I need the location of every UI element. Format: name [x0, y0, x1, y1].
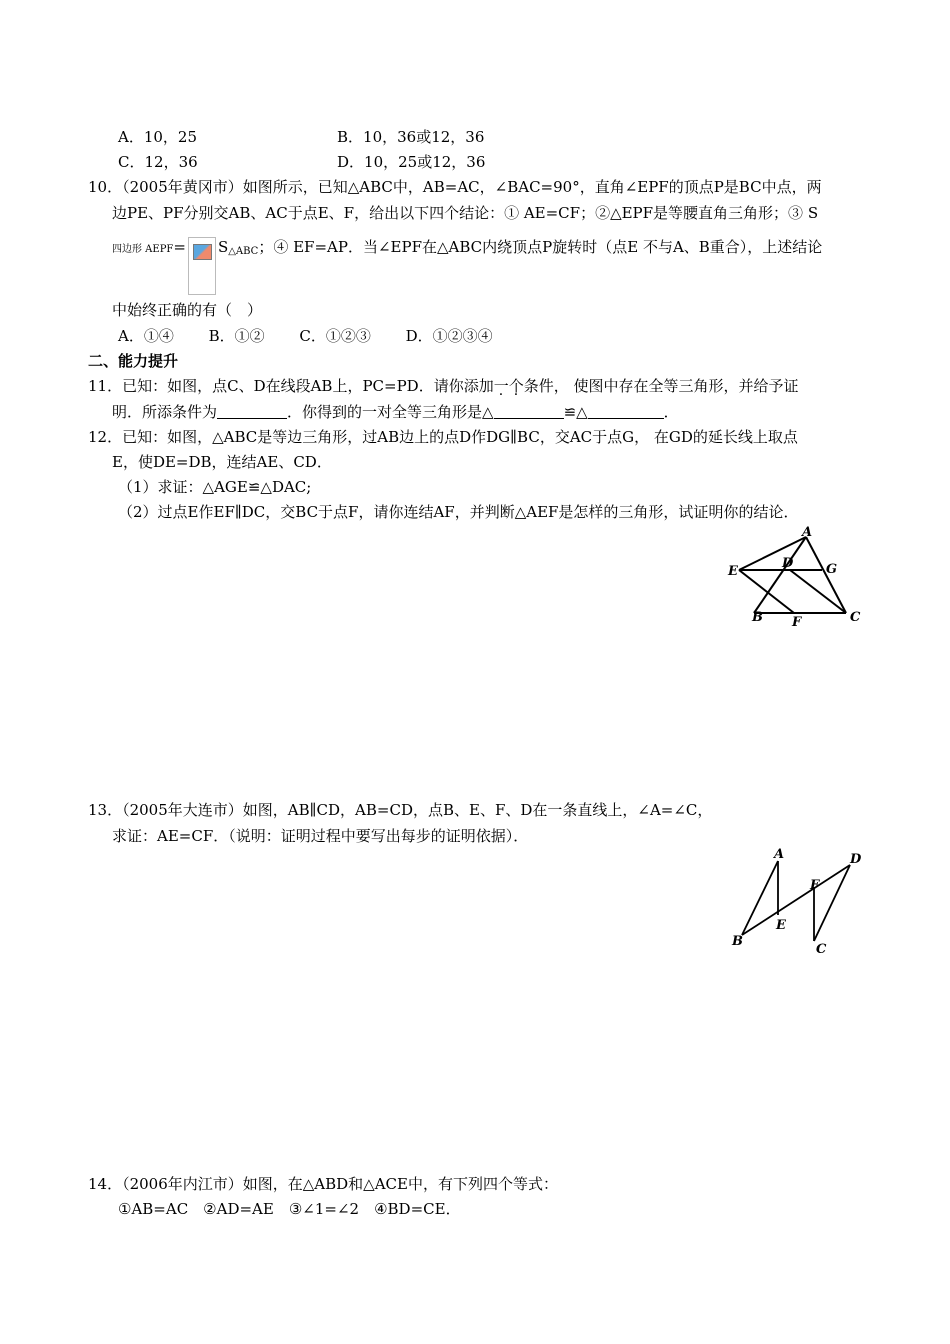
q11-line2-c: ≌△ [563, 403, 588, 421]
label-e: E [728, 564, 738, 579]
q10-options: A．①④ B．①② C．①②③ D．①②③④ [118, 327, 493, 345]
label-f: F [810, 878, 820, 893]
triangle1-blank[interactable] [494, 404, 564, 419]
q12-line1: 12．已知：如图，△ABC是等边三角形，过AB边上的点D作DG∥BC，交AC于点G， 在GD的延长线上取点 [88, 428, 798, 446]
line-ea [739, 537, 806, 570]
emphasis-ge: 个 [508, 377, 524, 395]
q13-figure [728, 845, 868, 957]
q12-figure [724, 525, 869, 630]
q12-line2: E，使DE=DB，连结AE、CD． [112, 453, 332, 471]
choice-b: B．10，36或12，36 [337, 128, 485, 146]
q11-line2-a: 明．所添条件为 [112, 403, 218, 421]
choice-d: D．10，25或12，36 [337, 153, 486, 171]
triangle2-blank[interactable] [588, 404, 664, 419]
q11-text-b: 条件， 使图中存在全等三角形，并给予证 [523, 377, 799, 395]
label-g: G [826, 562, 838, 577]
line-ef [739, 570, 794, 613]
label-a: A [802, 525, 813, 540]
q10-line1: 10．（2005年黄冈市）如图所示，已知△ABC中，AB=AC，∠BAC=90°，直角∠EPF的顶点P是BC中点，两 [88, 178, 822, 196]
q11-text-a: 11．已知：如图，点C、D在线段AB上，PC=PD．请你添加 [88, 377, 494, 395]
label-e: E [776, 918, 786, 933]
label-c: C [850, 610, 861, 625]
label-f: F [792, 615, 802, 630]
section-heading: 二、能力提升 [88, 352, 179, 370]
q11-line2-d: ． [663, 403, 679, 421]
q14-line1: 14．（2006年内江市）如图，在△ABD和△ACE中，有下列四个等式： [88, 1175, 558, 1193]
choice-a: A．10，25 [118, 128, 198, 146]
q11-line1 [88, 376, 799, 396]
equals-sign: = [173, 238, 186, 256]
area-sub: △ABC [228, 246, 259, 257]
q10-line4: 中始终正确的有（ ） [112, 301, 263, 319]
q14-line2: ①AB=AC ②AD=AE ③∠1=∠2 ④BD=CE． [118, 1200, 461, 1218]
q10-line2: 边PE、PF分别交AB、AC于点E、F，给出以下四个结论：① AE=CF；②△EPF是等腰直角三角形；③ S [112, 204, 819, 222]
label-b: B [732, 934, 743, 949]
quadrilateral-label: 四边形 AEPF [112, 244, 174, 255]
emphasis-yi: 一 [493, 377, 509, 395]
q12-sub2: （2）过点E作EF∥DC，交BC于点F，请你连结AF，并判断△AEF是怎样的三角形，试证明你的结论． [118, 503, 799, 521]
label-d: D [850, 852, 862, 867]
condition-blank[interactable] [217, 404, 287, 419]
q10-line3 [112, 237, 822, 295]
q11-line2-b: ．你得到的一对全等三角形是△ [287, 403, 494, 421]
q13-line1: 13．（2005年大连市）如图，AB∥CD，AB=CD，点B、E、F、D在一条直线上，∠A=∠C， [88, 801, 713, 819]
q13-line2: 求证：AE=CF．（说明：证明过程中要写出每步的证明依据）． [112, 827, 529, 845]
broken-image-icon [188, 237, 216, 295]
label-b: B [752, 610, 763, 625]
q11-line2 [112, 402, 679, 422]
q12-sub1: （1）求证：△AGE≌△DAC; [118, 478, 312, 496]
label-a: A [774, 847, 785, 862]
area-s: S [217, 238, 229, 256]
label-c: C [816, 942, 827, 957]
q10-line3-text: ；④ EF=AP．当∠EPF在△ABC内绕顶点P旋转时（点E 不与A、B重合），上述结论 [258, 238, 823, 256]
choice-c: C．12，36 [118, 153, 198, 171]
line-dc [790, 570, 846, 613]
label-d: D [782, 556, 794, 571]
